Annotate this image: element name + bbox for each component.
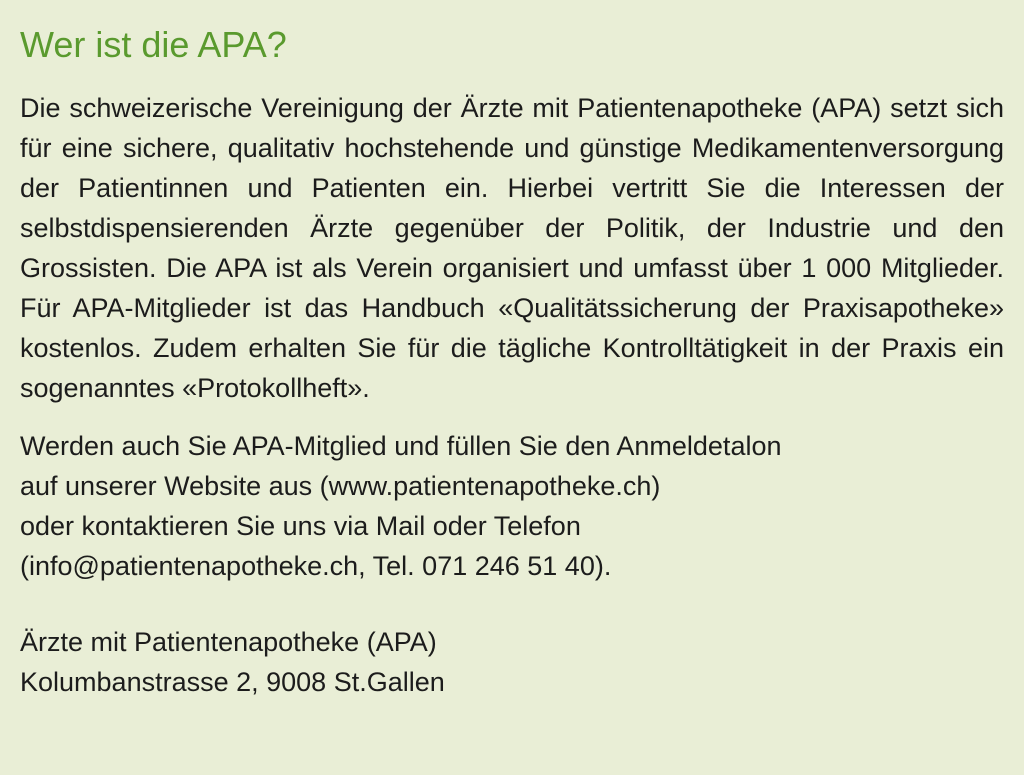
intro-paragraph: Die schweizerische Vereinigung der Ärzte mit Patientenapotheke (APA) setzt sich für eine sichere, qualitativ hochstehende und günstige Medikamentenversorgung der Patientinnen und Patienten ein. Hierbei vertritt Sie die Interessen der selbstdispensierenden Ärzte gegenüber der Politik, der Industrie und den Grossisten. Die APA ist als Verein organisiert und umfasst über 1 000 Mitglieder. Für APA-Mitglieder ist das Handbuch «Qualitätssicherung der Praxisapotheke» kostenlos. Zudem erhalten Sie für die tägliche Kontrolltätigkeit in der Praxis ein sogenanntes «Protokollheft». (20, 93, 1004, 403)
call-to-action (20, 426, 1004, 586)
cta-line: auf unserer Website aus (www.patientenapotheke.ch) (20, 471, 661, 501)
cta-line: (info@patientenapotheke.ch, Tel. 071 246 51 40). (20, 551, 612, 581)
cta-line: Werden auch Sie APA-Mitglied und füllen Sie den Anmeldetalon (20, 431, 782, 461)
cta-line: oder kontaktieren Sie uns via Mail oder Telefon (20, 511, 581, 541)
page-title: Wer ist die APA? (20, 24, 287, 65)
address-name: Ärzte mit Patientenapotheke (APA) (20, 627, 437, 657)
address-block (20, 622, 1004, 702)
address-street: Kolumbanstrasse 2, 9008 St.Gallen (20, 667, 445, 697)
